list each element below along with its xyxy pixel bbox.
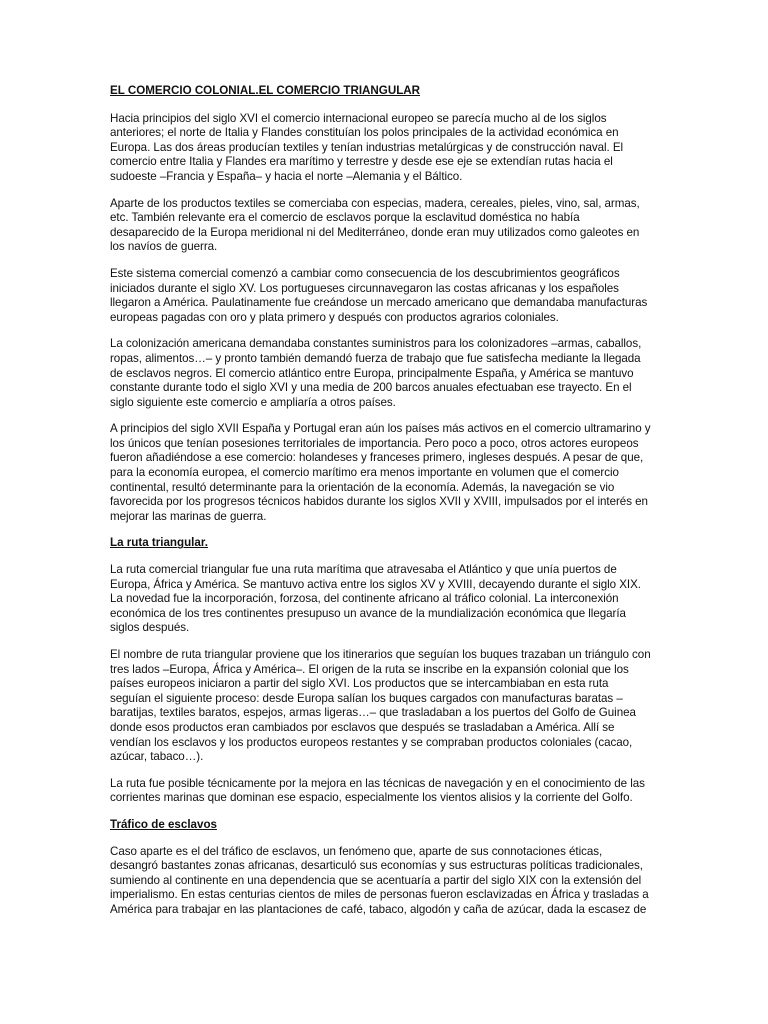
paragraph: A principios del siglo XVII España y Portugal eran aún los países más activos en el comercio ultramarino y los únicos que tenían posesiones territoriales de importancia. Pero poco a poco, otros actores europeos fueron añadiéndose a ese comercio: holandeses y franceses primero, ingleses después. A pesar de que, para la economía europea, el comercio marítimo era menos importante en volumen que el comercio continental, resultó determinante para la orientación de la economía. Además, la navegación se vio favorecida por los progresos técnicos habidos durante los siglos XVII y XVIII, impulsados por el interés en mejorar las marinas de guerra. (110, 422, 651, 523)
paragraph: Hacia principios del siglo XVI el comercio internacional europeo se parecía mucho al de los siglos anteriores; el norte de Italia y Flandes constituían los polos principales de la actividad económica en Europa. Las dos áreas producían textiles y tenían industrias metalúrgicas y de construcción naval. El comercio entre Italia y Flandes era marítimo y terrestre y desde ese eje se extendían rutas hacia el sudoeste –Francia y España– y hacia el norte –Alemania y el Báltico. (110, 111, 624, 183)
paragraph: La ruta fue posible técnicamente por la mejora en las técnicas de navegación y en el conocimiento de las corrientes marinas que dominan ese espacio, especialmente los vientos alisios y la corriente del Golfo. (110, 776, 645, 805)
document-title: EL COMERCIO COLONIAL.EL COMERCIO TRIANGULAR (110, 84, 421, 97)
paragraph: Aparte de los productos textiles se comerciaba con especias, madera, cereales, pieles, vino, sal, armas, etc. También relevante era el comercio de esclavos porque la esclavitud doméstica no había desaparecido de la Europa meridional ni del Mediterráneo, donde eran muy utilizados como galeotes en los navíos de guerra. (110, 196, 640, 254)
paragraph: El nombre de ruta triangular proviene que los itinerarios que seguían los buques trazaban un triángulo con tres lados –Europa, África y América–. El origen de la ruta se inscribe en la expansión colonial que los países europeos iniciaron a partir del siglo XVI. Los productos que se intercambiaban en esta ruta seguían el siguiente proceso: desde Europa salían los buques cargados con manufacturas baratas – baratijas, textiles baratos, espejos, armas ligeras…– que trasladaban a los puertos del Golfo de Guinea donde esos productos eran cambiados por esclavos que después se trasladaban a América. Allí se vendían los esclavos y los productos europeos restantes y se compraban productos coloniales (cacao, azúcar, tabaco…). (110, 648, 651, 764)
paragraph: Caso aparte es el del tráfico de esclavos, un fenómeno que, aparte de sus connotaciones éticas, desangró bastantes zonas africanas, desarticuló sus economías y sus estructuras políticas tradicionales, sumiendo al continente en una dependencia que se acentuaría a partir del siglo XIX con la extensión del imperialismo. En estas centurias cientos de miles de personas fueron esclavizadas en África y trasladas a América para trabajar en las plantaciones de café, tabaco, algodón y caña de azúcar, dada la escasez de (110, 844, 649, 916)
paragraph: La colonización americana demandaba constantes suministros para los colonizadores –armas, caballos, ropas, alimentos…– y pronto también demandó fuerza de trabajo que fue satisfecha mediante la llegada de esclavos negros. El comercio atlántico entre Europa, principalmente España, y América se mantuvo constante durante todo el siglo XVI y una media de 200 barcos anuales efectuaban ese trayecto. En el siglo siguiente este comercio e ampliaría a otros países. (110, 337, 642, 409)
paragraph: La ruta comercial triangular fue una ruta marítima que atravesaba el Atlántico y que unía puertos de Europa, África y América. Se mantuvo activa entre los siglos XV y XVIII, decayendo durante el siglo XIX. La novedad fue la incorporación, forzosa, del continente africano al tráfico colonial. La interconexión económica de los tres continentes presupuso un avance de la mundialización económica que llegaría siglos después. (110, 563, 641, 635)
section-heading-ruta-triangular: La ruta triangular. (110, 536, 208, 550)
section-heading-trafico-esclavos: Tráfico de esclavos (110, 817, 217, 831)
paragraph: Este sistema comercial comenzó a cambiar como consecuencia de los descubrimientos geográficos iniciados durante el siglo XV. Los portugueses circunnavegaron las costas africanas y los españoles llegaron a América. Paulatinamente fue creándose un mercado americano que demandaba manufacturas europeas pagadas con oro y plata primero y después con productos agrarios coloniales. (110, 266, 648, 324)
document-page (110, 84, 662, 930)
